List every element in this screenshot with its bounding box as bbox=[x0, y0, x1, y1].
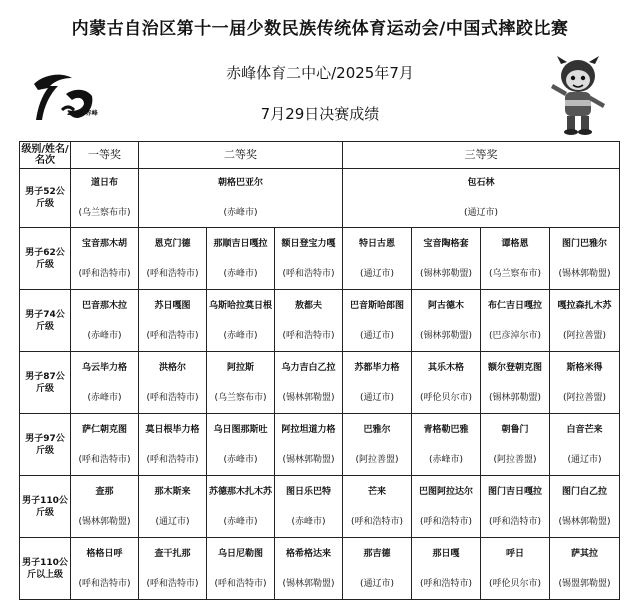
athlete-name: 巴音斯哈郎图 bbox=[349, 300, 404, 311]
athlete-name: 苏德那木扎木苏 bbox=[208, 486, 272, 497]
third-prize-cell bbox=[550, 352, 620, 414]
first-prize-cell bbox=[71, 290, 139, 352]
corner-label: 级别/姓名/名次 bbox=[20, 142, 71, 169]
second-prize-cell bbox=[207, 476, 275, 538]
second-prize-cell bbox=[139, 476, 207, 538]
second-prize-cell bbox=[139, 414, 207, 476]
athlete-team: (呼和浩特市) bbox=[419, 578, 473, 589]
athlete-team: (呼和浩特市) bbox=[146, 268, 199, 279]
athlete-name: 查那 bbox=[95, 486, 114, 497]
weight-class: 男子52公斤级 bbox=[20, 169, 71, 228]
first-prize-cell bbox=[71, 169, 139, 228]
athlete-team: (赤峰市) bbox=[87, 330, 122, 341]
athlete-name: 乌斯哈拉莫日根 bbox=[208, 300, 272, 311]
athlete-name: 道日布 bbox=[90, 178, 118, 188]
third-prize-cell bbox=[412, 538, 481, 600]
athlete-team: (呼和浩特市) bbox=[419, 516, 473, 527]
athlete-team: (通辽市) bbox=[567, 454, 602, 465]
athlete-name: 布仁吉日嘎拉 bbox=[487, 300, 542, 311]
page-title: 内蒙古自治区第十一届少数民族传统体育运动会/中国式摔跤比赛 bbox=[71, 19, 569, 39]
athlete-name: 额日登宝力嘎 bbox=[281, 238, 336, 249]
third-prize-cell bbox=[343, 538, 412, 600]
third-prize-cell bbox=[550, 228, 620, 290]
athlete-team: (呼和浩特市) bbox=[350, 516, 404, 527]
results-table bbox=[19, 141, 620, 600]
athlete-team: (呼和浩特市) bbox=[146, 392, 199, 403]
athlete-name: 那日嘎 bbox=[432, 548, 460, 559]
second-prize-cell bbox=[275, 352, 343, 414]
third-prize-cell bbox=[481, 476, 550, 538]
athlete-team: (阿拉善盟) bbox=[355, 454, 399, 465]
athlete-name: 特日古恩 bbox=[358, 238, 395, 249]
athlete-name: 查干扎那 bbox=[154, 548, 191, 559]
third-prize-cell bbox=[550, 476, 620, 538]
athlete-team: (锡林郭勒盟) bbox=[419, 330, 473, 341]
athlete-team: (锡林郭勒盟) bbox=[78, 516, 131, 527]
athlete-name: 嘎拉森扎木苏 bbox=[557, 300, 612, 311]
third-prize-cell bbox=[412, 228, 481, 290]
athlete-name: 额尔登朝克图 bbox=[487, 362, 542, 373]
second-prize-cell bbox=[275, 414, 343, 476]
second-prize-cell bbox=[207, 352, 275, 414]
third-prize-cell bbox=[412, 414, 481, 476]
athlete-team: (赤峰市) bbox=[223, 516, 258, 527]
first-prize-cell bbox=[71, 476, 139, 538]
venue-subtitle: 赤峰体育二中心/2025年7月 bbox=[226, 64, 414, 82]
athlete-name: 敖都夫 bbox=[294, 300, 322, 311]
athlete-name: 那吉德 bbox=[363, 548, 391, 559]
weight-class: 男子110公斤级 bbox=[20, 476, 71, 538]
third-prize-cell bbox=[481, 414, 550, 476]
third-prize-cell bbox=[343, 476, 412, 538]
third-prize-cell bbox=[412, 290, 481, 352]
athlete-name: 萨仁朝克图 bbox=[81, 424, 127, 435]
athlete-name: 其乐木格 bbox=[427, 362, 464, 373]
athlete-name: 宝音那木胡 bbox=[81, 238, 127, 249]
athlete-name: 宝音陶格套 bbox=[423, 238, 469, 249]
games-logo-icon bbox=[28, 66, 102, 126]
athlete-name: 朝格巴亚尔 bbox=[217, 178, 263, 188]
weight-class: 男子74公斤级 bbox=[20, 290, 71, 352]
athlete-team: (呼和浩特市) bbox=[78, 578, 131, 589]
athlete-name: 格希格达来 bbox=[285, 548, 331, 559]
third-prize-cell bbox=[481, 538, 550, 600]
table-row bbox=[20, 169, 620, 228]
weight-class: 男子110公斤以上级 bbox=[20, 538, 71, 600]
weight-class: 男子87公斤级 bbox=[20, 352, 71, 414]
second-prize-cell bbox=[139, 169, 343, 228]
athlete-team: (通辽市) bbox=[359, 330, 395, 341]
third-prize-cell bbox=[343, 352, 412, 414]
second-prize-cell bbox=[275, 538, 343, 600]
athlete-name: 恩克门德 bbox=[154, 238, 191, 249]
athlete-name: 苏日嘎图 bbox=[154, 300, 191, 311]
athlete-team: (锡林郭勒盟) bbox=[419, 268, 473, 279]
athlete-name: 格格日呼 bbox=[86, 548, 123, 559]
athlete-team: (呼和浩特市) bbox=[146, 330, 199, 341]
first-prize-cell bbox=[71, 414, 139, 476]
mascot-icon bbox=[545, 54, 611, 136]
third-prize-header: 三等奖 bbox=[343, 142, 620, 169]
athlete-team: (呼和浩特市) bbox=[282, 268, 335, 279]
athlete-name: 巴雅尔 bbox=[363, 424, 391, 435]
third-prize-cell bbox=[343, 414, 412, 476]
athlete-team: (通辽市) bbox=[155, 516, 190, 527]
athlete-team: (赤峰市) bbox=[87, 392, 122, 403]
table-row bbox=[20, 290, 620, 352]
third-prize-cell bbox=[412, 476, 481, 538]
athlete-team: (赤峰市) bbox=[223, 330, 258, 341]
athlete-name: 谭格恩 bbox=[501, 238, 529, 249]
athlete-team: (呼和浩特市) bbox=[146, 454, 199, 465]
athlete-team: (呼和浩特市) bbox=[488, 516, 542, 527]
athlete-team: (呼和浩特市) bbox=[146, 578, 199, 589]
second-prize-cell bbox=[139, 228, 207, 290]
athlete-name: 朝鲁门 bbox=[501, 424, 529, 435]
athlete-team: (乌兰察布市) bbox=[488, 268, 542, 279]
athlete-name: 图日乐巴特 bbox=[285, 486, 331, 497]
third-prize-cell bbox=[343, 228, 412, 290]
table-row bbox=[20, 414, 620, 476]
weight-class: 男子62公斤级 bbox=[20, 228, 71, 290]
third-prize-cell bbox=[343, 169, 620, 228]
date-line: 7月29日决赛成绩 bbox=[260, 105, 380, 123]
athlete-name: 图门巴雅尔 bbox=[561, 238, 607, 249]
first-prize-cell bbox=[71, 352, 139, 414]
athlete-team: (锡林郭勒盟) bbox=[558, 268, 611, 279]
header-row bbox=[20, 142, 620, 169]
athlete-team: (呼伦贝尔市) bbox=[488, 578, 542, 589]
athlete-team: (阿拉善盟) bbox=[562, 330, 607, 341]
weight-class: 男子97公斤级 bbox=[20, 414, 71, 476]
athlete-team: (赤峰市) bbox=[291, 516, 326, 527]
athlete-name: 阿拉坦道力格 bbox=[281, 424, 336, 435]
athlete-team: (通辽市) bbox=[359, 392, 395, 403]
athlete-team: (呼和浩特市) bbox=[282, 330, 335, 341]
athlete-name: 巴图阿拉达尔 bbox=[418, 486, 473, 497]
athlete-name: 萨其拉 bbox=[570, 548, 598, 559]
third-prize-cell bbox=[550, 290, 620, 352]
first-prize-cell bbox=[71, 228, 139, 290]
athlete-team: (呼和浩特市) bbox=[78, 454, 131, 465]
second-prize-cell bbox=[275, 228, 343, 290]
second-prize-cell bbox=[207, 290, 275, 352]
athlete-team: (呼和浩特市) bbox=[78, 268, 131, 279]
third-prize-cell bbox=[481, 290, 550, 352]
athlete-team: (呼和浩特市) bbox=[214, 578, 267, 589]
athlete-team: (赤峰市) bbox=[223, 208, 258, 218]
athlete-name: 青格勒巴雅 bbox=[423, 424, 469, 435]
athlete-name: 那顺吉日嘎拉 bbox=[213, 238, 268, 249]
athlete-team: (锡盟郭勒盟) bbox=[558, 578, 611, 589]
athlete-team: (锡林郭勒盟) bbox=[282, 392, 335, 403]
second-prize-cell bbox=[207, 228, 275, 290]
second-prize-cell bbox=[275, 290, 343, 352]
third-prize-cell bbox=[481, 352, 550, 414]
third-prize-cell bbox=[343, 290, 412, 352]
athlete-name: 乌日图那斯吐 bbox=[213, 424, 268, 435]
athlete-name: 巴音那木拉 bbox=[81, 300, 127, 311]
athlete-name: 那木斯来 bbox=[154, 486, 191, 497]
athlete-name: 芒来 bbox=[367, 486, 386, 497]
first-prize-cell bbox=[71, 538, 139, 600]
table-row bbox=[20, 476, 620, 538]
second-prize-cell bbox=[139, 352, 207, 414]
athlete-name: 苏都毕力格 bbox=[354, 362, 400, 373]
athlete-name: 乌日尼勒图 bbox=[217, 548, 263, 559]
athlete-team: (赤峰市) bbox=[428, 454, 464, 465]
athlete-team: (通辽市) bbox=[463, 208, 499, 218]
athlete-team: (阿拉善盟) bbox=[493, 454, 537, 465]
athlete-team: (赤峰市) bbox=[223, 454, 258, 465]
athlete-name: 图门白乙拉 bbox=[561, 486, 607, 497]
third-prize-cell bbox=[550, 538, 620, 600]
athlete-team: (乌兰察布市) bbox=[214, 392, 267, 403]
athlete-name: 呼日 bbox=[505, 548, 524, 559]
athlete-team: (锡林郭勒盟) bbox=[282, 578, 335, 589]
second-prize-header: 二等奖 bbox=[139, 142, 343, 169]
athlete-team: (赤峰市) bbox=[223, 268, 258, 279]
second-prize-cell bbox=[207, 538, 275, 600]
athlete-name: 乌云毕力格 bbox=[81, 362, 127, 373]
athlete-name: 图门吉日嘎拉 bbox=[487, 486, 542, 497]
second-prize-cell bbox=[139, 290, 207, 352]
third-prize-cell bbox=[481, 228, 550, 290]
first-prize-header: 一等奖 bbox=[71, 142, 139, 169]
table-row bbox=[20, 538, 620, 600]
third-prize-cell bbox=[550, 414, 620, 476]
table-row bbox=[20, 228, 620, 290]
second-prize-cell bbox=[139, 538, 207, 600]
athlete-team: (阿拉善盟) bbox=[562, 392, 607, 403]
second-prize-cell bbox=[207, 414, 275, 476]
athlete-team: (乌兰察布市) bbox=[78, 208, 131, 218]
table-row bbox=[20, 352, 620, 414]
athlete-name: 洪格尔 bbox=[158, 362, 186, 373]
athlete-name: 斯格米得 bbox=[566, 362, 603, 373]
athlete-team: (通辽市) bbox=[359, 268, 395, 279]
athlete-name: 阿拉斯 bbox=[226, 362, 254, 373]
third-prize-cell bbox=[412, 352, 481, 414]
logo-caption: 2025 赤峰 bbox=[67, 110, 98, 117]
athlete-name: 阿古德木 bbox=[427, 300, 464, 311]
athlete-team: (锡林郭勒盟) bbox=[558, 516, 611, 527]
athlete-team: (呼伦贝尔市) bbox=[419, 392, 473, 403]
second-prize-cell bbox=[275, 476, 343, 538]
athlete-team: (巴彦淖尔市) bbox=[488, 330, 542, 341]
athlete-team: (锡林郭勒盟) bbox=[488, 392, 542, 403]
athlete-team: (锡林郭勒盟) bbox=[282, 454, 335, 465]
athlete-name: 白音芒来 bbox=[566, 424, 603, 435]
athlete-name: 乌力吉白乙拉 bbox=[281, 362, 336, 373]
athlete-team: (通辽市) bbox=[359, 578, 395, 589]
athlete-name: 莫日根毕力格 bbox=[145, 424, 200, 435]
athlete-name: 包石林 bbox=[467, 178, 495, 188]
